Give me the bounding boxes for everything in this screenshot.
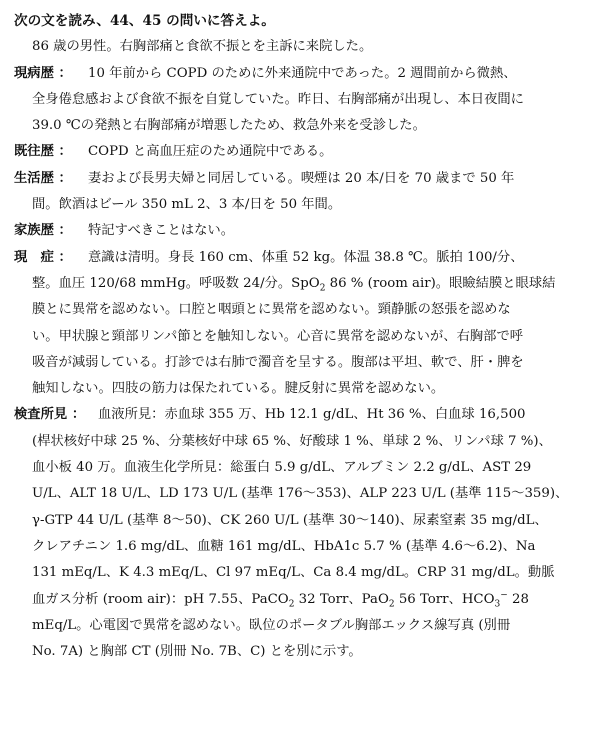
present-status-line-3: 膜とに異常を認めない。口腔と咽頭とに異常を認めない。頸静脈の怒張を認めな (32, 302, 511, 318)
present-status-text: 意識は清明。身長 160 cm、体重 52 kg。体温 38.8 ℃。脈拍 100/分、 (88, 249, 524, 265)
present-status-line-4: い。甲状腺と頸部リンパ節とを触知しない。心音に異常を認めないが、右胸部で呼 (32, 328, 524, 344)
past-history-line (14, 139, 577, 165)
present-status-label: 現 症 ： (14, 249, 72, 265)
family-history-line (14, 218, 577, 244)
lab-findings-line-1 (14, 402, 577, 428)
pao2-subscript: 2 (388, 599, 395, 610)
lab-findings-line-7: 131 mEq/L、K 4.3 mEq/L、Cl 97 mEq/L、Ca 8.4 mg/dL。CRP 31 mg/dL。動脈 (32, 565, 555, 581)
family-history-label: 家族歴 ： (14, 223, 72, 239)
lab-findings-line-4: U/L、ALT 18 U/L、LD 173 U/L (基準 176〜353)、ALP 223 U/L (基準 115〜359)、 (32, 486, 569, 502)
spo2-subscript: 2 (319, 283, 326, 294)
hco3-subscript: 3 (494, 599, 501, 610)
paco2-subscript: 2 (288, 599, 295, 610)
patient-intro: 86 歳の男性。右胸部痛と食欲不振とを主訴に来院した。 (32, 39, 373, 55)
history-present-illness-label: 現病歴 ： (14, 65, 72, 81)
lab-findings-line-3: 血小板 40 万。血液生化学所見：総蛋白 5.9 g/dL、アルブミン 2.2 g/dL、AST 29 (32, 460, 532, 476)
present-status-line-6: 触知しない。四肢の筋力は保たれている。腱反射に異常を認めない。 (32, 381, 445, 397)
history-present-illness-line-3: 39.0 ℃の発熱と右胸部痛が増悪したため、救急外来を受診した。 (32, 118, 426, 134)
social-history-line-2: 間。飲酒はビール 350 mL 2、3 本/日を 50 年間。 (32, 197, 342, 213)
social-history-text: 妻および長男夫婦と同居している。喫煙は 20 本/日を 70 歳まで 50 年 (88, 170, 515, 186)
question-heading: 次の文を読み、44、45 の問いに答えよ。 (14, 13, 275, 29)
blood-gas-a: 血ガス分析 (room air)：pH 7.55、PaCO (32, 591, 289, 607)
social-history-label: 生活歴 ： (14, 170, 72, 186)
present-status-line-2 (14, 271, 577, 297)
past-history-text: COPD と高血圧症のため通院中である。 (88, 144, 333, 160)
history-present-illness-line-2: 全身倦怠感および食欲不振を自覚していた。昨日、右胸部痛が出現し、本日夜間に (32, 91, 524, 107)
lab-findings-label: 検査所見 ： (14, 407, 86, 423)
family-history-text: 特記すべきことはない。 (88, 223, 234, 239)
blood-gas-c: 56 Torr、HCO (394, 591, 495, 607)
lab-findings-line-9: mEq/L。心電図で異常を認めない。臥位のポータブル胸部エックス線写真 (別冊 (32, 617, 511, 633)
lab-findings-text: 血液所見：赤血球 355 万、Hb 12.1 g/dL、Ht 36 %、白血球 16,500 (98, 407, 526, 423)
lab-findings-line-2: (桿状核好中球 25 %、分葉核好中球 65 %、好酸球 1 %、単球 2 %、リンパ球 7 %)、 (32, 433, 552, 449)
lab-findings-line-6: クレアチニン 1.6 mg/dL、血糖 161 mg/dL、HbA1c 5.7 % (基準 4.6〜6.2)、Na (32, 538, 536, 554)
present-status-line-1 (14, 245, 577, 271)
past-history-label: 既往歴 ： (14, 144, 72, 160)
history-present-illness-line-1 (14, 61, 577, 87)
history-present-illness-text: 10 年前から COPD のために外来通院中であった。2 週間前から微熱、 (88, 65, 517, 81)
present-status-line-2-a: 整。血圧 120/68 mmHg。呼吸数 24/分。SpO (32, 275, 320, 291)
blood-gas-d: 28 (507, 591, 529, 607)
social-history-line-1 (14, 166, 577, 192)
lab-findings-line-8 (14, 587, 577, 613)
present-status-line-2-b: 86 % (room air)。眼瞼結膜と眼球結 (325, 275, 556, 291)
blood-gas-b: 32 Torr、PaO (294, 591, 389, 607)
hco3-superscript: − (500, 590, 508, 601)
lab-findings-line-10: No. 7A) と胸部 CT (別冊 No. 7B、C) とを別に示す。 (32, 644, 362, 660)
present-status-line-5: 吸音が減弱している。打診では右肺で濁音を呈する。腹部は平坦、軟で、肝・脾を (32, 354, 524, 370)
lab-findings-line-5: γ-GTP 44 U/L (基準 8〜50)、CK 260 U/L (基準 30〜140)、尿素窒素 35 mg/dL、 (32, 512, 548, 528)
